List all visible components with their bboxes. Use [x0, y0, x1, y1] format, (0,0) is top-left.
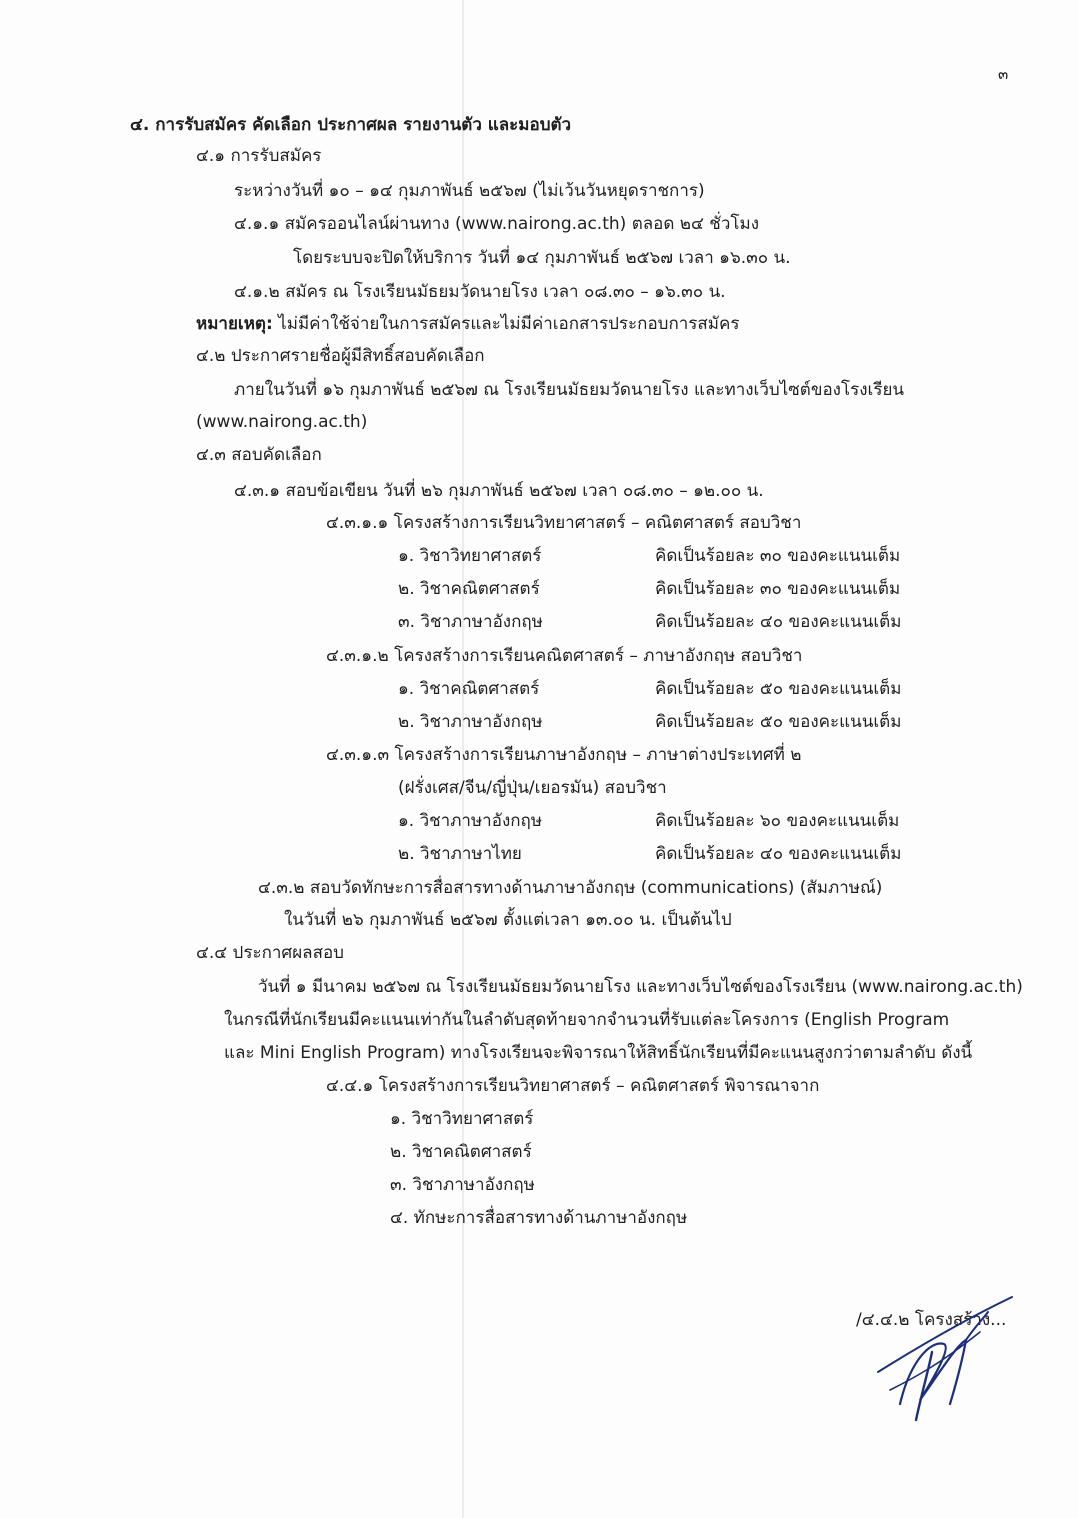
online-close-time: โดยระบบจะปิดให้บริการ วันที่ ๑๔ กุมภาพันธ์ ๒๕๖๗ เวลา ๑๖.๓๐ น.: [293, 248, 791, 268]
tie-break-rule-cont: และ Mini English Program) ทางโรงเรียนจะพิจารณาให้สิทธิ์นักเรียนที่มีคะแนนสูงกว่าตามลำดับ ดังนี้: [224, 1043, 973, 1063]
interview-exam: ๔.๓.๒ สอบวัดทักษะการสื่อสารทางด้านภาษาอังกฤษ (communications) (สัมภาษณ์): [258, 878, 883, 898]
program-3-subject: ๒. วิชาภาษาไทย: [398, 844, 522, 864]
written-exam: ๔.๓.๑ สอบข้อเขียน วันที่ ๒๖ กุมภาพันธ์ ๒๕๖๗ เวลา ๐๘.๓๐ – ๑๒.๐๐ น.: [234, 481, 764, 501]
program-1-weight: คิดเป็นร้อยละ ๓๐ ของคะแนนเต็ม: [655, 579, 901, 599]
tie-break-rule: ในกรณีที่นักเรียนมีคะแนนเท่ากันในลำดับสุดท้ายจากจำนวนที่รับแต่ละโครงการ (English Program: [224, 1010, 950, 1030]
online-application: ๔.๑.๑ สมัครออนไลน์ผ่านทาง (www.nairong.ac.th) ตลอด ๒๔ ชั่วโมง: [234, 214, 759, 234]
note-text: ไม่มีค่าใช้จ่ายในการสมัครและไม่มีค่าเอกสารประกอบการสมัคร: [272, 314, 740, 334]
program-3-title: ๔.๓.๑.๓ โครงสร้างการเรียนภาษาอังกฤษ – ภาษาต่างประเทศที่ ๒: [326, 745, 802, 765]
section-4-4-title: ๔.๔ ประกาศผลสอบ: [196, 943, 344, 963]
note-label: หมายเหตุ:: [196, 314, 273, 334]
handwritten-signature: [870, 1292, 1020, 1427]
results-announcement: วันที่ ๑ มีนาคม ๒๕๖๗ ณ โรงเรียนมัธยมวัดนายโรง และทางเว็บไซต์ของโรงเรียน (www.nairong.ac.th): [258, 977, 1023, 997]
program-2-weight: คิดเป็นร้อยละ ๕๐ ของคะแนนเต็ม: [655, 679, 902, 699]
school-website: (www.nairong.ac.th): [196, 412, 368, 432]
program-1-title: ๔.๓.๑.๑ โครงสร้างการเรียนวิทยาศาสตร์ – คณิตศาสตร์ สอบวิชา: [326, 513, 802, 533]
section-4-2-title: ๔.๒ ประกาศรายชื่อผู้มีสิทธิ์สอบคัดเลือก: [196, 346, 485, 366]
tie-break-item: ๒. วิชาคณิตศาสตร์: [390, 1142, 532, 1162]
program-2-weight: คิดเป็นร้อยละ ๕๐ ของคะแนนเต็ม: [655, 712, 902, 732]
onsite-application: ๔.๑.๒ สมัคร ณ โรงเรียนมัธยมวัดนายโรง เวลา ๐๘.๓๐ – ๑๖.๓๐ น.: [234, 282, 726, 302]
program-2-subject: ๑. วิชาคณิตศาสตร์: [398, 679, 540, 699]
program-2-subject: ๒. วิชาภาษาอังกฤษ: [398, 712, 543, 732]
section-4-1-title: ๔.๑ การรับสมัคร: [196, 146, 322, 166]
section-4-3-title: ๔.๓ สอบคัดเลือก: [196, 445, 322, 465]
program-1-subject: ๓. วิชาภาษาอังกฤษ: [398, 612, 543, 632]
page-number: ๓: [998, 65, 1009, 83]
program-1-weight: คิดเป็นร้อยละ ๔๐ ของคะแนนเต็ม: [655, 612, 902, 632]
program-2-title: ๔.๓.๑.๒ โครงสร้างการเรียนคณิตศาสตร์ – ภาษาอังกฤษ สอบวิชา: [326, 646, 803, 666]
tie-break-item: ๓. วิชาภาษาอังกฤษ: [390, 1175, 535, 1195]
continuation-note: /๔.๔.๒ โครงสร้าง...: [856, 1310, 1007, 1330]
program-3-weight: คิดเป็นร้อยละ ๖๐ ของคะแนนเต็ม: [655, 811, 900, 831]
application-period: ระหว่างวันที่ ๑๐ – ๑๔ กุมภาพันธ์ ๒๕๖๗ (ไม่เว้นวันหยุดราชการ): [234, 181, 705, 201]
program-1-subject: ๒. วิชาคณิตศาสตร์: [398, 579, 540, 599]
program-1-subject: ๑. วิชาวิทยาศาสตร์: [398, 546, 542, 566]
program-3-subject: ๑. วิชาภาษาอังกฤษ: [398, 811, 543, 831]
interview-time: ในวันที่ ๒๖ กุมภาพันธ์ ๒๕๖๗ ตั้งแต่เวลา ๑๓.๐๐ น. เป็นต้นไป: [284, 910, 732, 930]
note: [196, 312, 740, 336]
program-3-weight: คิดเป็นร้อยละ ๔๐ ของคะแนนเต็ม: [655, 844, 902, 864]
program-1-weight: คิดเป็นร้อยละ ๓๐ ของคะแนนเต็ม: [655, 546, 901, 566]
program-3-title-languages: (ฝรั่งเศส/จีน/ญี่ปุ่น/เยอรมัน) สอบวิชา: [398, 778, 667, 798]
tie-break-program-1: ๔.๔.๑ โครงสร้างการเรียนวิทยาศาสตร์ – คณิตศาสตร์ พิจารณาจาก: [326, 1076, 820, 1096]
eligible-list-date: ภายในวันที่ ๑๖ กุมภาพันธ์ ๒๕๖๗ ณ โรงเรียนมัธยมวัดนายโรง และทางเว็บไซต์ของโรงเรียน: [234, 380, 905, 400]
tie-break-item: ๑. วิชาวิทยาศาสตร์: [390, 1109, 534, 1129]
section-4-heading: ๔. การรับสมัคร คัดเลือก ประกาศผล รายงานตัว และมอบตัว: [130, 115, 572, 135]
tie-break-item: ๔. ทักษะการสื่อสารทางด้านภาษาอังกฤษ: [390, 1208, 688, 1228]
